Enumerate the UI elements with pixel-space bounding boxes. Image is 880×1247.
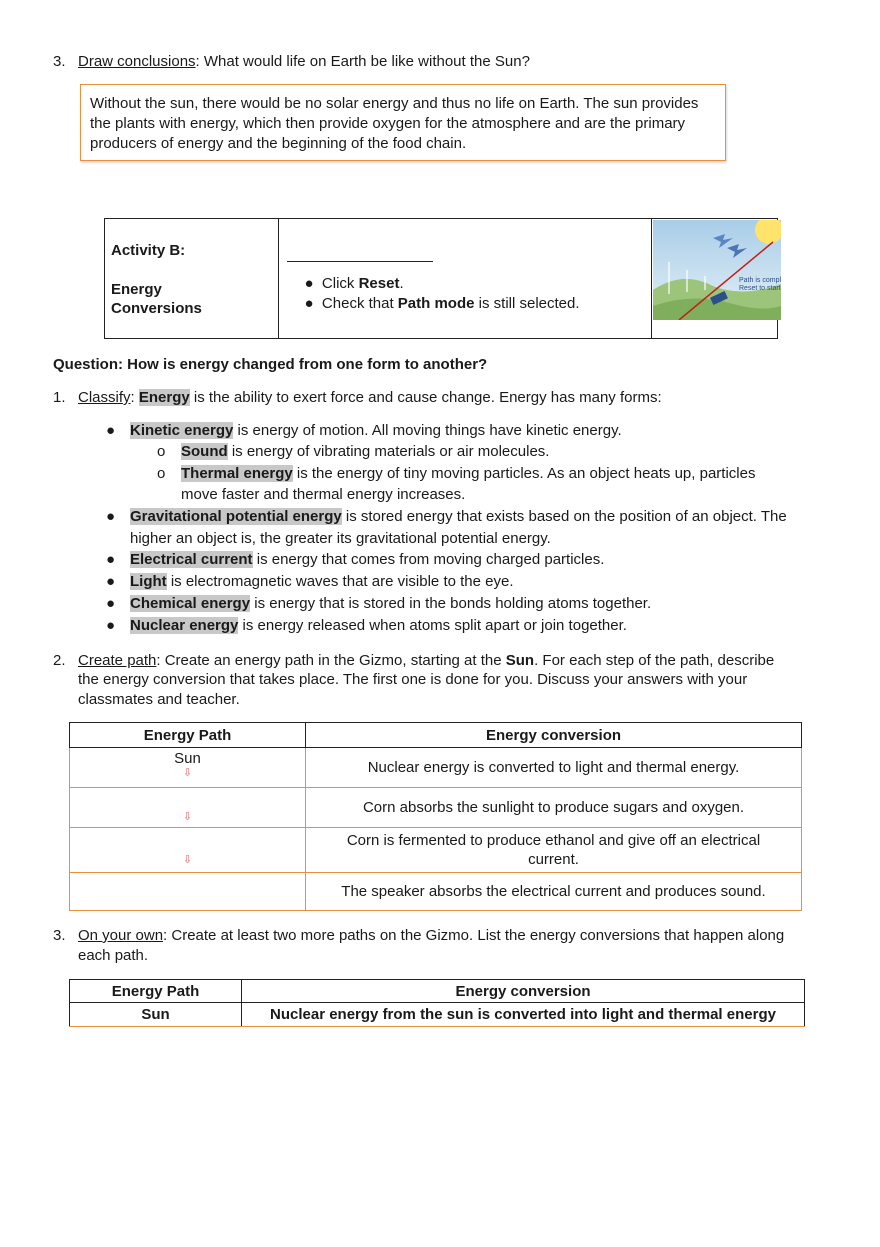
path-cell[interactable]: Sun ⇩ — [70, 748, 306, 788]
bullet-icon: ● — [106, 617, 116, 634]
sub-bullet-icon: o — [157, 443, 166, 460]
image-caption-1: Path is compl — [738, 277, 781, 284]
table-row — [70, 1003, 805, 1027]
table-header-row — [70, 723, 802, 748]
create-path-prompt: 2. Create path: Create an energy path in the Gizmo, starting at the Sun. For each step of the path, describe — [53, 652, 775, 669]
conversion-cell[interactable]: Corn is fermented to produce ethanol and give off an electrical current. — [306, 828, 802, 873]
q3-label: Draw conclusions — [78, 53, 196, 70]
down-arrow-icon: ⇩ — [182, 811, 193, 823]
list-item-continued: higher an object is, the greater its gravitational potential energy. — [130, 530, 551, 547]
table-row — [70, 828, 802, 873]
bullet-icon: ● — [106, 422, 116, 439]
conversion-cell[interactable]: Nuclear energy from the sun is converted into light and thermal energy — [242, 1003, 805, 1027]
own-path-table — [69, 979, 805, 1027]
col-energy-conversion: Energy conversion — [242, 980, 805, 1003]
bullet-icon: ● — [106, 551, 116, 568]
path-cell[interactable] — [70, 873, 306, 911]
own-line2: each path. — [78, 947, 149, 964]
create-path-line3: classmates and teacher. — [78, 691, 240, 708]
q3-answer: Without the sun, there would be no solar energy and thus no life on Earth. The sun provides the plants with energy, which then provide oxygen for the atmosphere and are the primary producers of energy and the beginning of the food chain. — [90, 95, 699, 152]
path-cell[interactable] — [70, 788, 306, 828]
activity-steps-cell — [278, 219, 651, 339]
activity-steps — [305, 274, 580, 314]
col-energy-path: Energy Path — [70, 980, 242, 1003]
bullet-icon: ● — [304, 295, 314, 312]
conversion-cell[interactable]: Nuclear energy is converted to light and thermal energy. — [306, 748, 802, 788]
conversion-cell[interactable]: The speaker absorbs the electrical current and produces sound. — [306, 873, 802, 911]
activity-image-cell — [651, 219, 781, 339]
classify-label: Classify — [78, 389, 131, 406]
bullet-icon: ● — [106, 508, 116, 525]
activity-name-2: Conversions — [111, 300, 202, 317]
table-header-row — [70, 980, 805, 1003]
table-row — [70, 788, 802, 828]
activity-title: Activity B: — [111, 242, 186, 259]
own-prompt: 3. On your own: Create at least two more paths on the Gizmo. List the energy conversions that happen along — [53, 927, 785, 944]
own-label: On your own — [78, 927, 164, 944]
classify-prompt: 1. Classify: Energy is the ability to exert force and cause change. Energy has many forms: — [53, 389, 662, 406]
create-path-label: Create path — [78, 652, 157, 669]
bullet-icon: ● — [304, 275, 314, 292]
table-row — [70, 748, 802, 788]
list-item-continued: move faster and thermal energy increases. — [181, 486, 466, 503]
gizmo-screenshot-image — [653, 220, 781, 320]
activity-title-cell — [105, 219, 279, 339]
create-path-line2: the energy conversion that takes place. The first one is done for you. Discuss your answers with your — [78, 671, 748, 688]
bullet-icon: ● — [106, 573, 116, 590]
step-reset: ● Click Reset. — [304, 275, 404, 292]
q3-prompt — [53, 52, 530, 72]
conversion-cell[interactable]: Corn absorbs the sunlight to produce sugars and oxygen. — [306, 788, 802, 828]
down-arrow-icon: ⇩ — [182, 767, 193, 779]
col-energy-path: Energy Path — [70, 723, 306, 748]
col-energy-conversion: Energy conversion — [306, 723, 802, 748]
q3-number: 3. — [53, 53, 66, 70]
path-cell[interactable] — [70, 828, 306, 873]
table-row — [70, 873, 802, 911]
sub-bullet-icon: o — [157, 465, 166, 482]
activity-table — [104, 218, 781, 339]
bullet-icon: ● — [106, 595, 116, 612]
q3-text: : What would life on Earth be like without the Sun? — [195, 53, 530, 70]
path-cell[interactable]: Sun — [70, 1003, 242, 1027]
image-caption-2: Reset to start — [738, 285, 781, 292]
energy-path-table — [69, 722, 802, 911]
activity-rule — [287, 261, 433, 262]
activity-name-1: Energy — [111, 281, 162, 298]
step-path-mode: ● Check that Path mode is still selected. — [304, 295, 580, 312]
q3-answer-box[interactable] — [80, 84, 726, 161]
question-heading: Question: How is energy changed from one form to another? — [53, 356, 488, 373]
down-arrow-icon: ⇩ — [182, 854, 193, 866]
